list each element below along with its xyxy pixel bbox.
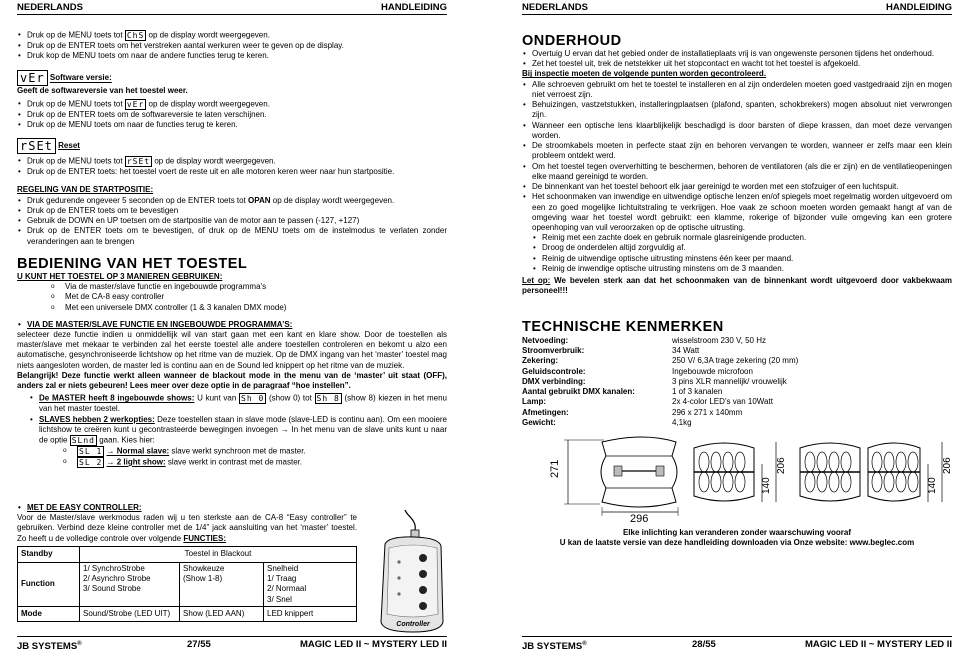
lcd-display: rSEt	[17, 138, 56, 154]
dim-label: 296	[630, 513, 649, 525]
header-language: NEDERLANDS	[17, 2, 83, 13]
front-view	[800, 443, 860, 501]
list-item: • Gebruik de DOWN en UP toetsen om de startpositie van de motor aan te passen (-127, +127)	[17, 216, 447, 226]
onderhoud-section	[522, 33, 952, 297]
footer-model: MAGIC LED II ~ MYSTERY LED II	[804, 639, 952, 650]
chs-bullets	[17, 30, 447, 61]
note-line: Elke inlichting kan veranderen zonder waarschuwing vooraf	[622, 528, 852, 537]
page-right	[522, 0, 952, 654]
header-title: HANDLEIDING	[381, 2, 447, 13]
spec-row: Lamp: 2x 4-color LED’s van 10Watt	[522, 397, 773, 407]
table-cell: Snelheid 1/ Traag 2/ Normaal 3/ Snel	[264, 563, 357, 607]
list-item: • Overtuig U ervan dat het gebied onder de installatieplaats vrij is van ongewenste personen tijdens het onderhoud.	[522, 49, 952, 59]
section-title: REGELING VAN DE STARTPOSITIE:	[17, 185, 154, 195]
body-text: selecteer deze functie indien u onmiddellijk wil van start gaan met een kant en klare show. Door de toestellen als master/slave met mekaar te verbinden zal het eerste toestel alle andere toestellen controleren en bekomt u alzo een automatische, gesynchroniseerde lichtshow op het ritme van de muziek. Op de DMX ingang van het ‘master’ toestel mag niets aangesloten worden, de master led is continu aan en de Sound led knippert op het ritme van de muziek.	[17, 329, 447, 370]
lcd-display: SL 2	[79, 458, 103, 468]
list-item: • Droog de onderdelen altijd zorgvuldig af.	[532, 243, 952, 253]
list-item: • Druk op de ENTER toets om te bevestigen	[17, 206, 447, 216]
lcd-display: Sh 8	[316, 394, 340, 404]
section-subtitle: Geeft de softwareversie van het toestel weer.	[17, 86, 188, 96]
footer-model: MAGIC LED II ~ MYSTERY LED II	[299, 639, 447, 650]
letop-note: Let op: We bevelen sterk aan dat het schoonmaken van de binnenkant wordt uitgevoerd door vakbekwaam personeel!!!	[522, 276, 952, 296]
list-item: • Wanneer een optische lens klaarblijkelijk beschadigd is door barsten of diepe krassen, dan moet deze vervangen worden.	[522, 121, 952, 141]
list-item: • Behuizingen, vastzetstukken, installeringplaatsen (plafond, spanten, schokbrekers) mogen absoluut niet verwrongen zijn.	[522, 100, 952, 120]
dim-label: 140	[927, 477, 938, 494]
list-item: • Alle schroeven gebruikt om het te toestel te installeren en al zijn onderdelen moeten goed vastgedraaid zijn en mogen niet verroest zijn.	[522, 80, 952, 100]
startpos-section	[17, 185, 447, 246]
reset-section	[17, 138, 447, 177]
notes	[522, 528, 952, 548]
table-cell: Mode	[18, 607, 80, 622]
list-item: • Het schoonmaken van inwendige en uitwendige optische lenzen en/of spiegels moet regelmatig worden uitgevoerd om een zo goed mogelijke lichtuitstraling te verkrijgen. Hoe vaak ze schoon moeten worden gemaakt hangt af van de omgeving waar het toestel wordt gebruikt: een klamme, rokerige of bijzonder vuile omgeving kan een grotere opeenhoping van vuil veroorzaken op de optische uitrusting.	[522, 192, 952, 233]
functions-table	[17, 546, 357, 622]
footer-brand: JB SYSTEMS®	[522, 641, 587, 653]
table-cell: Show (LED AAN)	[180, 607, 264, 622]
list-item: o Met de CA-8 easy controller	[55, 292, 447, 302]
page-left	[17, 0, 447, 654]
spec-row: Gewicht: 4,1kg	[522, 417, 692, 427]
table-row	[18, 547, 357, 563]
list-item: • Zet het toestel uit, trek de netstekker uit het stopcontact en wacht tot het toestel is afgekoeld.	[522, 59, 952, 69]
page-header	[17, 1, 447, 15]
list-item: • Druk op de MENU toets tot rSEt op de display wordt weergegeven.	[17, 156, 447, 167]
section-heading: ONDERHOUD	[522, 33, 622, 49]
list-item: • De MASTER heeft 8 ingebouwde shows: U kunt van Sh 0 (show 0) tot Sh 8 (show 8) kiezen in het menu van het master toestel.	[29, 393, 447, 414]
list-item: o SL 2 → 2 light show: slave werkt in contrast met de master.	[67, 457, 447, 468]
list-item: • Druk op de MENU toets om naar de functies terug te keren.	[17, 120, 447, 130]
list-item: • Druk op de ENTER toets om het verstreken aantal werkuren weer te geven op de display.	[17, 41, 447, 51]
list-item: • Reinig de inwendige optische uitrusting minstens om de 3 maanden.	[532, 264, 952, 274]
spec-row: Geluidscontrole: Ingebouwde microfoon	[522, 366, 753, 376]
list-item: o Via de master/slave functie en ingebouwde programma’s	[55, 282, 447, 292]
lcd-display: rSEt	[126, 157, 151, 167]
spec-row: Zekering: 250 V/ 6,3A trage zekering (20 mm)	[522, 356, 799, 366]
spec-list	[522, 336, 952, 428]
spec-row: Stroomverbruik: 34 Watt	[522, 346, 700, 356]
front-view	[694, 442, 787, 502]
easy-section	[17, 503, 357, 544]
lcd-display: SL 1	[79, 447, 103, 457]
lcd-display: ChS	[126, 31, 145, 40]
table-cell: Function	[18, 563, 80, 607]
list-item: o SL 1 → Normal slave: slave werkt synchroon met de master.	[67, 446, 447, 457]
spec-row: Aantal gebruikt DMX kanalen: 1 of 3 kanalen	[522, 387, 723, 397]
page-header	[522, 1, 952, 15]
list-item: • Om het toestel tegen oververhitting te beschermen, behoren de ventilatoren (als die er zijn) en de ventilatieopeningen elke maand gereinigd te worden.	[522, 162, 952, 182]
front-view	[868, 442, 953, 502]
lcd-display: Sh 0	[241, 394, 265, 404]
list-item: • Druk op de ENTER toets om de softwareversie te laten verschijnen.	[17, 110, 447, 120]
note-line: U kan de laatste versie van deze handleiding downloaden via Onze website: www.beglec.com	[559, 538, 915, 548]
spec-row: Afmetingen: 296 x 271 x 140mm	[522, 407, 743, 417]
table-row	[18, 607, 357, 622]
list-item: • Reinig met een zachte doek en gebruik normale glasreinigende producten.	[532, 233, 952, 243]
controller-label: Controller	[396, 621, 430, 628]
table-cell: Toestel in Blackout	[80, 547, 357, 563]
warning-text: Belangrijk! Deze functie werkt alleen wanneer de blackout mode in the menu van de ‘master’ uit staat (OFF), anders zal er niets gebeuren! Lees meer over deze optie in de paragraaf “hoe instellen”.	[17, 370, 447, 391]
list-item: • Druk gedurende ongeveer 5 seconden op de ENTER toets tot OPAN op de display wordt weergegeven.	[17, 196, 447, 206]
list-item: • Druk kop de MENU toets om naar de andere functies terug te keren.	[17, 51, 447, 61]
dim-label: 206	[942, 457, 953, 474]
section-subtitle: U KUNT HET TOESTEL OP 3 MANIEREN GEBRUIKEN:	[17, 271, 223, 281]
dimension-drawing	[544, 434, 954, 525]
lcd-display: vEr	[17, 70, 48, 86]
tech-section	[522, 319, 952, 428]
footer-page-number: 28/55	[692, 639, 716, 650]
masterslave-section	[17, 320, 447, 468]
list-item: o Met een universele DMX controller (1 & 3 kanalen DMX mode)	[55, 303, 447, 313]
table-cell: Standby	[18, 547, 80, 563]
list-item: • Reinig de uitwendige optische uitrusting minstens één keer per maand.	[532, 254, 952, 264]
section-title: Reset	[58, 141, 80, 151]
footer-brand: JB SYSTEMS®	[17, 641, 82, 653]
section-title: • VIA DE MASTER/SLAVE FUNCTIE EN INGEBOUWDE PROGRAMMA’S:	[17, 320, 447, 330]
spec-row: Netvoeding: wisselstroom 230 V, 50 Hz	[522, 336, 766, 345]
section-heading: TECHNISCHE KENMERKEN	[522, 319, 724, 335]
list-item: • Druk op de ENTER toets: het toestel voert de reste uit en alle motoren keren weer naar hun startpositie.	[17, 167, 447, 177]
controller-illustration	[377, 510, 447, 634]
lcd-display: SLnd	[71, 436, 95, 446]
section-heading: BEDIENING VAN HET TOESTEL	[17, 255, 248, 272]
list-item: • Druk op de ENTER toets om te bevestigen, of druk op de MENU toets om de instelmodus te verlaten zonder veranderingen aan te brengen	[17, 226, 447, 246]
list-item: • De binnenkant van het toestel behoort elk jaar gereinigd te worden met een stofzuiger of een luchtspuit.	[522, 182, 952, 192]
lcd-display: vEr	[126, 99, 145, 109]
dim-label: 271	[549, 459, 561, 478]
footer-page-number: 27/55	[187, 639, 211, 650]
left-content	[17, 30, 447, 468]
table-cell: 1/ SynchroStrobe 2/ Asynchro Strobe 3/ Sound Strobe	[80, 563, 180, 607]
spec-row: DMX verbinding: 3 pins XLR mannelijk/ vrouwelijk	[522, 376, 787, 386]
body-text: Voor de Master/slave werkmodus raden wij u ten sterkste aan de CA-8 “Easy controller” te gebruiken. Verbind deze kleine controller met de 1/4” jack aansluiting van het ‘master’ toestel. Zo heeft u de volledige controle over volgende FUNCTIES:	[17, 513, 357, 543]
list-item: • De stroomkabels moeten in perfecte staat zijn en behoren vervangen te worden, wanneer er zelfs maar een klein probleem ontdekt werd.	[522, 141, 952, 161]
list-item: • SLAVES hebben 2 werkopties: Deze toestellen staan in slave mode (slave-LED is continu aan). Om een mooiere lichtshow te creëren kunt u gecontrasteerde bewegingen invoegen → In het menu van de slave units kunt u naar de optie SLnd gaan. Kies hier:	[29, 415, 447, 446]
header-title: HANDLEIDING	[886, 2, 952, 13]
table-cell: Sound/Strobe (LED UIT)	[80, 607, 180, 622]
section-title: • MET DE EASY CONTROLLER:	[17, 503, 357, 513]
page-footer	[522, 636, 952, 652]
dim-label: 140	[761, 477, 772, 494]
section-title: Software versie:	[49, 73, 112, 83]
header-language: NEDERLANDS	[522, 2, 588, 13]
page-footer	[17, 636, 447, 652]
table-row	[18, 563, 357, 607]
bediening-section	[17, 256, 447, 313]
table-cell: LED knippert	[264, 607, 357, 622]
software-section	[17, 70, 447, 130]
list-item: • Druk op de MENU toets tot vEr op de display wordt weergegeven.	[17, 99, 447, 110]
list-item: • Druk op de MENU toets tot ChS op de display wordt weergegeven.	[17, 30, 447, 41]
table-cell: Showkeuze (Show 1-8)	[180, 563, 264, 607]
inspect-title: Bij inspectie moeten de volgende punten worden gecontroleerd.	[522, 69, 767, 79]
dim-label: 206	[776, 457, 787, 474]
